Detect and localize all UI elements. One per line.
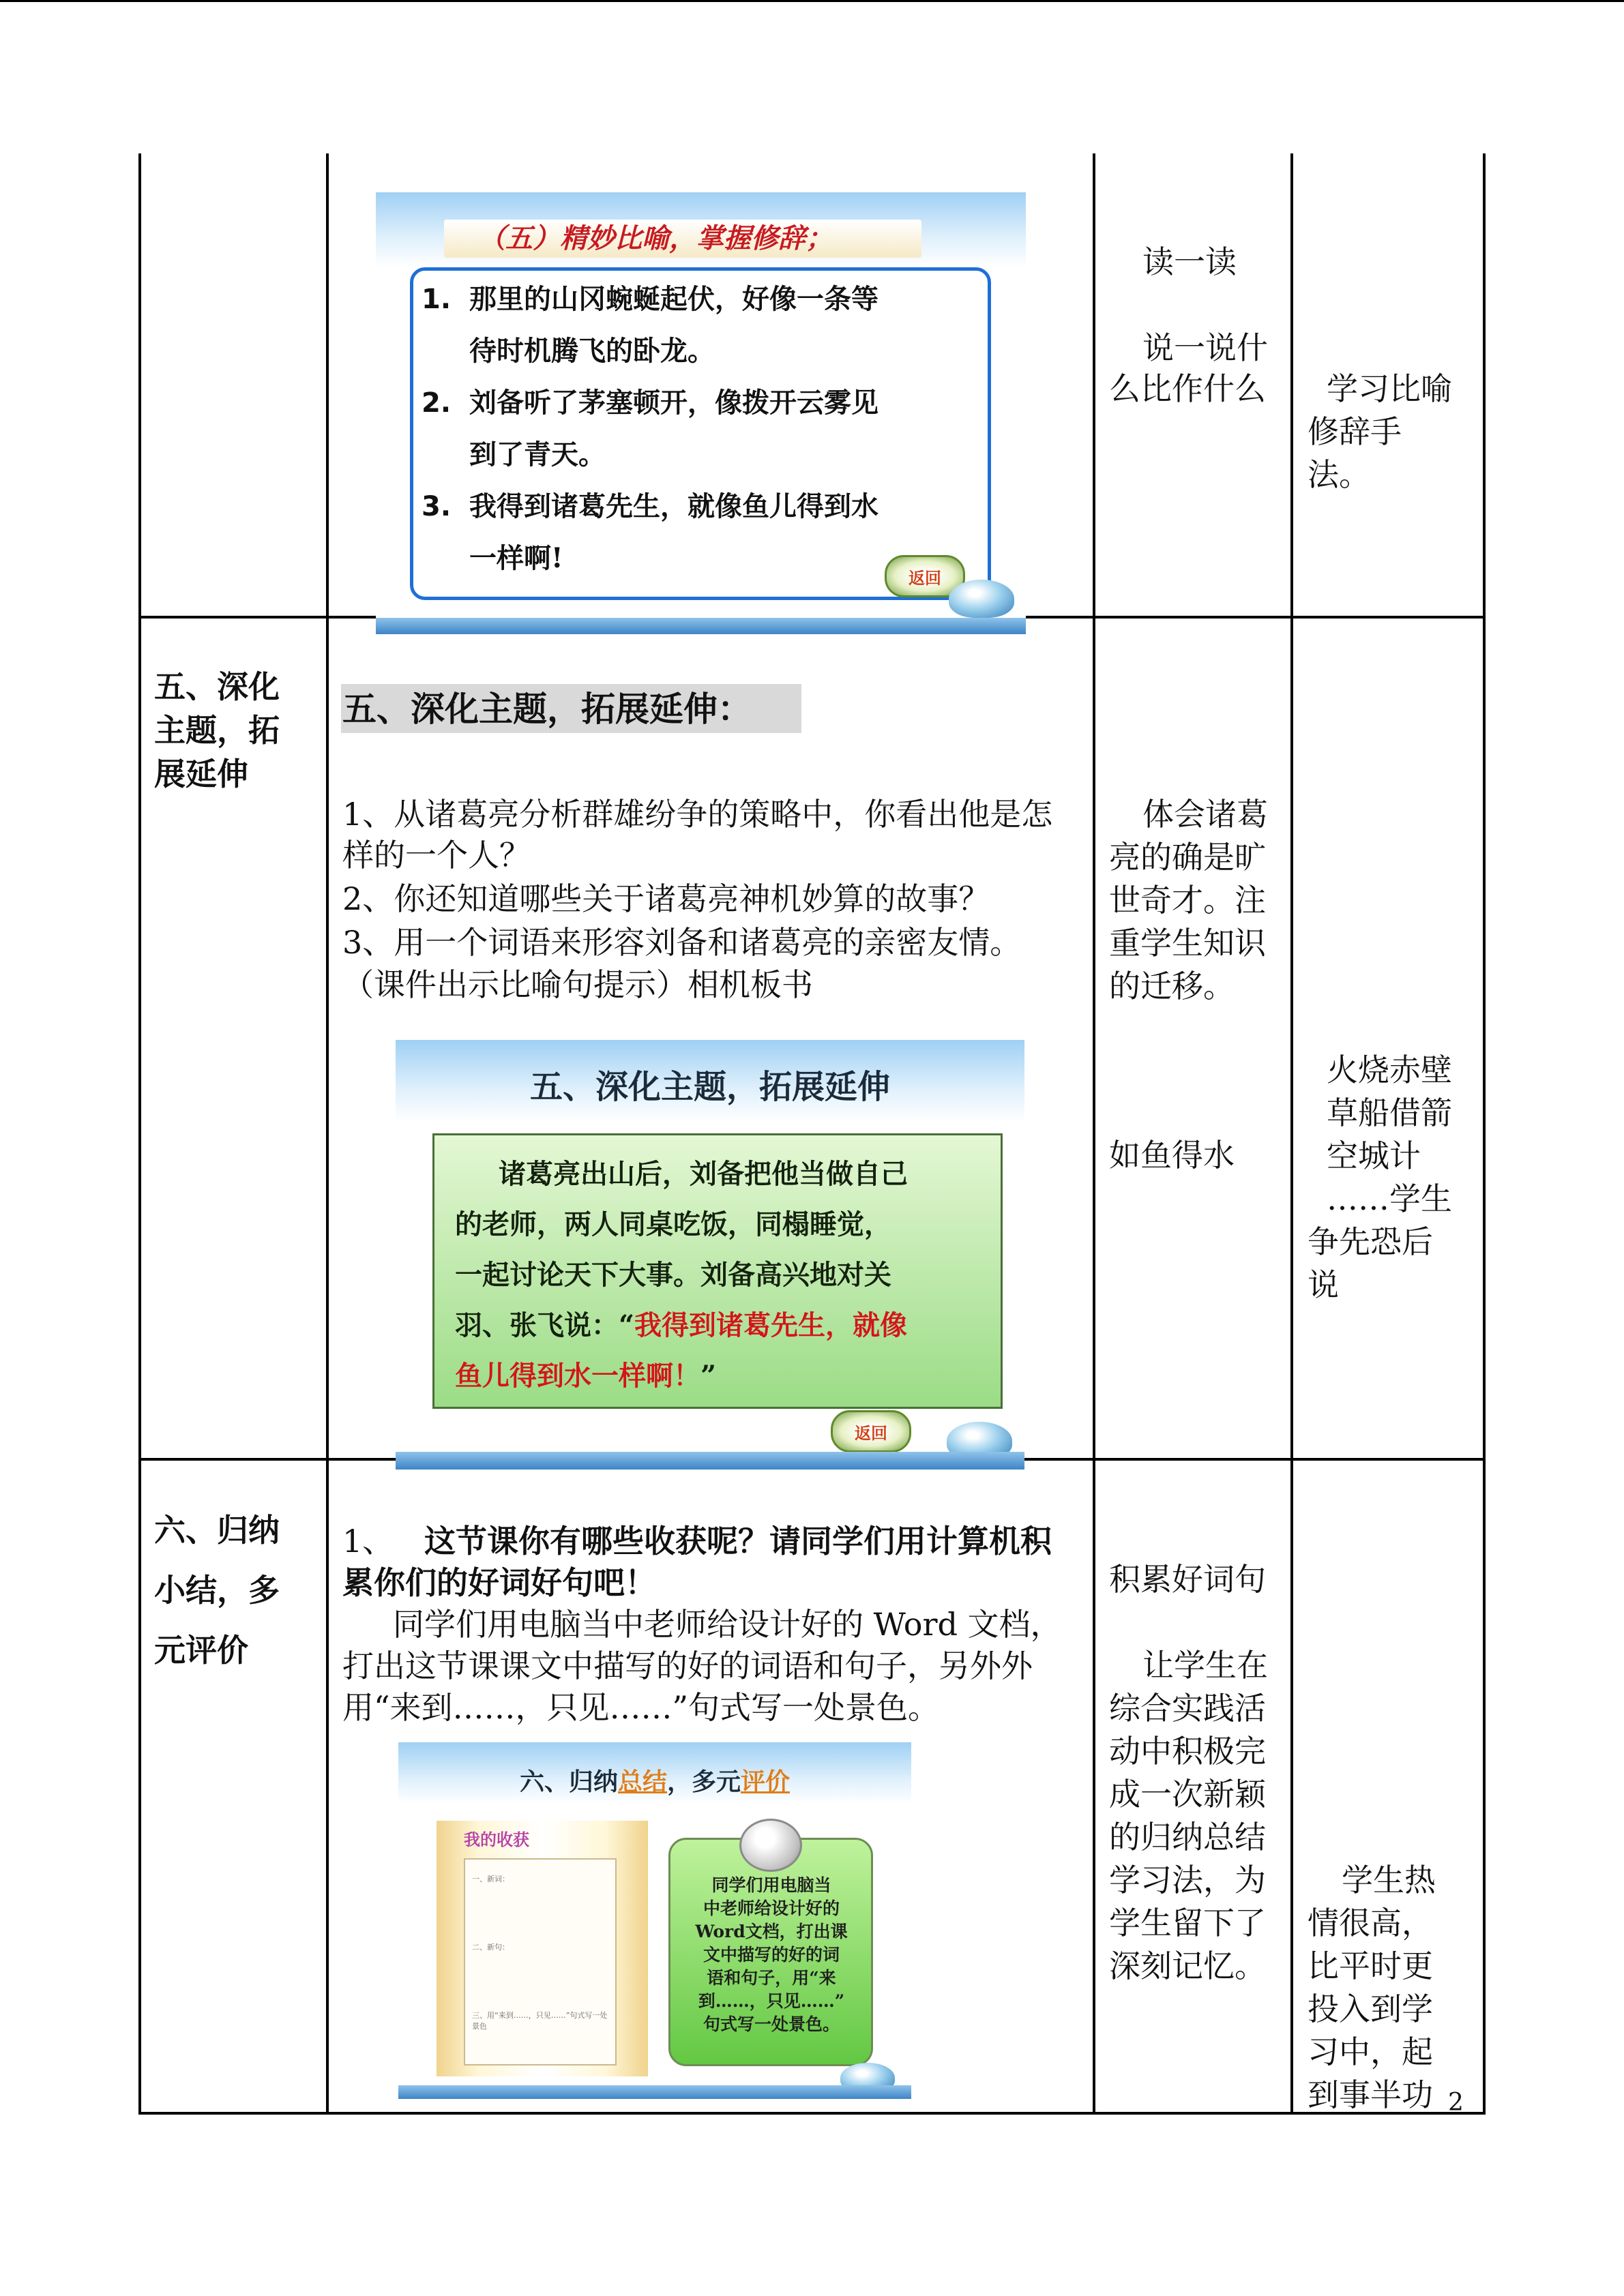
student-activity-line: 学习法，为 (1109, 1862, 1266, 1898)
summary-instructions: 打出这节课课文中描写的好的词语和句子，另外外 (342, 1648, 1033, 1684)
summary-prompt-number: 1、 (342, 1523, 394, 1560)
page-top-border (0, 0, 1624, 2)
instruction-bubble (668, 1838, 873, 2066)
item-text: 我得到诸葛先生，就像鱼儿得到水 (469, 490, 879, 522)
story-text: 羽、张飞说：“ (455, 1309, 635, 1341)
table-divider-2 (1093, 153, 1095, 2115)
intent-line: 习中，起 (1308, 2033, 1433, 2070)
intent-line: 学习比喻 (1327, 370, 1452, 407)
student-activity-line: 动中积极完 (1109, 1733, 1266, 1770)
bubble-line: 语和句子，用“来 (707, 1968, 836, 1988)
slide-footer-band (376, 618, 1026, 634)
story-line: 诸葛亮出山后，刘备把他当做自己 (499, 1158, 908, 1190)
student-activity-line: 世奇才。注 (1109, 882, 1266, 919)
question-3: 3、用一个词语来形容刘备和诸葛亮的亲密友情。 (342, 924, 1022, 961)
intent-line: 学生热 (1342, 1862, 1436, 1898)
student-activity-line: 的迁移。 (1109, 968, 1235, 1004)
section-heading-text: 五、深化主题，拓展延伸： (342, 689, 752, 729)
slide-title: 五、深化主题，拓展延伸 (529, 1068, 890, 1106)
summary-prompt: 累你们的好词好句吧！ (342, 1564, 656, 1601)
summary-prompt: 这节课你有哪些收获呢？请同学们用计算机积 (424, 1523, 1052, 1560)
intent-line: 投入到学 (1308, 1991, 1433, 2027)
student-activity-line: 的归纳总结 (1109, 1819, 1266, 1855)
bubble-line: 句式写一处景色。 (703, 2014, 840, 2034)
slide-title: （五）精妙比喻，掌握修辞； (444, 220, 921, 258)
summary-instructions: 同学们用电脑当中老师给设计好的 Word 文档， (393, 1606, 1062, 1643)
slide-footer-band (396, 1452, 1024, 1470)
table-divider-1 (326, 153, 329, 2115)
intent-line: 到事半功 (1308, 2076, 1433, 2113)
document-header: 我的收获 (464, 1830, 529, 1849)
intent-line: 比平时更 (1308, 1948, 1433, 1984)
document-line: 二、新句： (472, 1943, 510, 1952)
bubble-line: 文中描写的好的词 (703, 1945, 840, 1965)
stage-label-line: 六、归纳 (154, 1512, 280, 1549)
intent-line: 修辞手 (1308, 413, 1402, 450)
bubble-line: Word文档，打出课 (695, 1922, 848, 1941)
summary-instructions: 用“来到……，只见……”句式写一处景色。 (342, 1689, 940, 1726)
bubble-line: 到……，只见……” (698, 1991, 845, 2011)
intent-line: 法。 (1308, 456, 1370, 493)
question-3-note: （课件出示比喻句提示）相机板书 (342, 966, 813, 1003)
slide-title-part: 六、归纳 (519, 1768, 618, 1796)
intent-line: 火烧赤壁 (1327, 1052, 1452, 1088)
table-border-left (138, 153, 141, 2115)
metaphor-list-box (410, 267, 991, 600)
stage-label-line: 五、深化 (154, 668, 280, 705)
slide-deepen-theme (396, 1040, 1024, 1470)
slide-metaphor (376, 192, 1026, 634)
story-line (455, 1351, 984, 1401)
stage-label-line: 小结，多 (154, 1572, 280, 1609)
list-item (422, 481, 879, 584)
list-item (422, 377, 879, 481)
student-activity-say-2: 么比作什么 (1109, 370, 1266, 407)
intent-line: 空城计 (1327, 1137, 1421, 1174)
student-activity-line: 积累好词句 (1109, 1561, 1266, 1598)
slide-summary (398, 1742, 911, 2099)
bubble-line: 中老师给设计好的 (703, 1898, 840, 1918)
student-activity-answer: 如鱼得水 (1109, 1137, 1235, 1174)
globe-icon (949, 580, 1014, 618)
table-border-right (1483, 153, 1486, 2115)
item-text-cont: 一样啊! (469, 542, 563, 574)
story-line: 一起讨论天下大事。刘备高兴地对关 (455, 1259, 891, 1291)
evaluation-link[interactable]: 评价 (741, 1768, 791, 1796)
item-number: 3. (422, 491, 452, 522)
stage-label-line: 展延伸 (154, 756, 248, 792)
student-activity-line: 综合实践活 (1109, 1690, 1266, 1727)
slide-title-part: ，多元 (667, 1768, 741, 1796)
item-text-cont: 待时机腾飞的卧龙。 (469, 335, 715, 367)
student-activity-line: 深刻记忆。 (1109, 1948, 1266, 1984)
student-activity-line: 亮的确是旷 (1109, 839, 1266, 876)
student-activity-say-1: 说一说什 (1142, 329, 1268, 366)
page-number: 2 (1448, 2089, 1464, 2117)
bubble-knob-icon (739, 1819, 802, 1872)
word-document-preview (437, 1821, 648, 2076)
student-activity-line: 学生留下了 (1109, 1905, 1266, 1941)
table-divider-3 (1290, 153, 1293, 2115)
story-line: 的老师，两人同桌吃饭，同榻睡觉， (455, 1208, 891, 1240)
slide-title (398, 1763, 911, 1798)
item-text: 那里的山冈蜿蜒起伏，好像一条等 (469, 283, 879, 315)
back-button[interactable]: 返回 (885, 555, 965, 597)
story-line (455, 1300, 984, 1351)
item-text-cont: 到了青天。 (469, 438, 606, 471)
document-page (464, 1858, 617, 2066)
bubble-line: 同学们用电脑当 (711, 1875, 831, 1895)
item-number: 1. (422, 284, 452, 315)
item-text: 刘备听了茅塞顿开，像拨开云雾见 (469, 387, 879, 419)
student-activity-line: 成一次新颖 (1109, 1776, 1266, 1813)
question-1b: 样的一个人？ (342, 837, 531, 874)
quote-text: 我得到诸葛先生，就像 (634, 1309, 908, 1341)
stage-label-line: 元评价 (154, 1632, 248, 1669)
stage-label (154, 665, 280, 796)
student-activity-line: 体会诸葛 (1142, 796, 1268, 833)
list-item (422, 273, 879, 377)
student-activity-line: 让学生在 (1142, 1647, 1268, 1684)
stage-label-line: 主题，拓 (154, 712, 280, 749)
stage-label (154, 1500, 280, 1680)
document-line: 三、用“来到……，只见……”句式写一处景色 (472, 2011, 608, 2031)
slide-footer-band (398, 2085, 911, 2099)
intent-line: 情很高， (1308, 1905, 1433, 1941)
item-number: 2. (422, 387, 452, 419)
student-activity-read: 读一读 (1142, 243, 1237, 280)
intent-line: 草船借箭 (1327, 1094, 1452, 1131)
document-line: 一、新词： (472, 1875, 510, 1883)
intent-line: 说 (1308, 1266, 1339, 1303)
back-button[interactable]: 返回 (831, 1410, 911, 1452)
story-text: ” (700, 1360, 717, 1392)
summary-link[interactable]: 总结 (617, 1768, 667, 1796)
intent-line: ……学生 (1327, 1180, 1452, 1217)
intent-line: 争先恐后 (1308, 1223, 1433, 1260)
student-activity-line: 重学生知识 (1109, 925, 1266, 961)
quote-text: 鱼儿得到水一样啊！ (455, 1360, 700, 1392)
table-border-bottom (138, 2112, 1486, 2115)
story-box (432, 1133, 1003, 1409)
question-1a: 1、从诸葛亮分析群雄纷争的策略中，你看出他是怎 (342, 796, 1053, 833)
question-2: 2、你还知道哪些关于诸葛亮神机妙算的故事？ (342, 880, 990, 917)
